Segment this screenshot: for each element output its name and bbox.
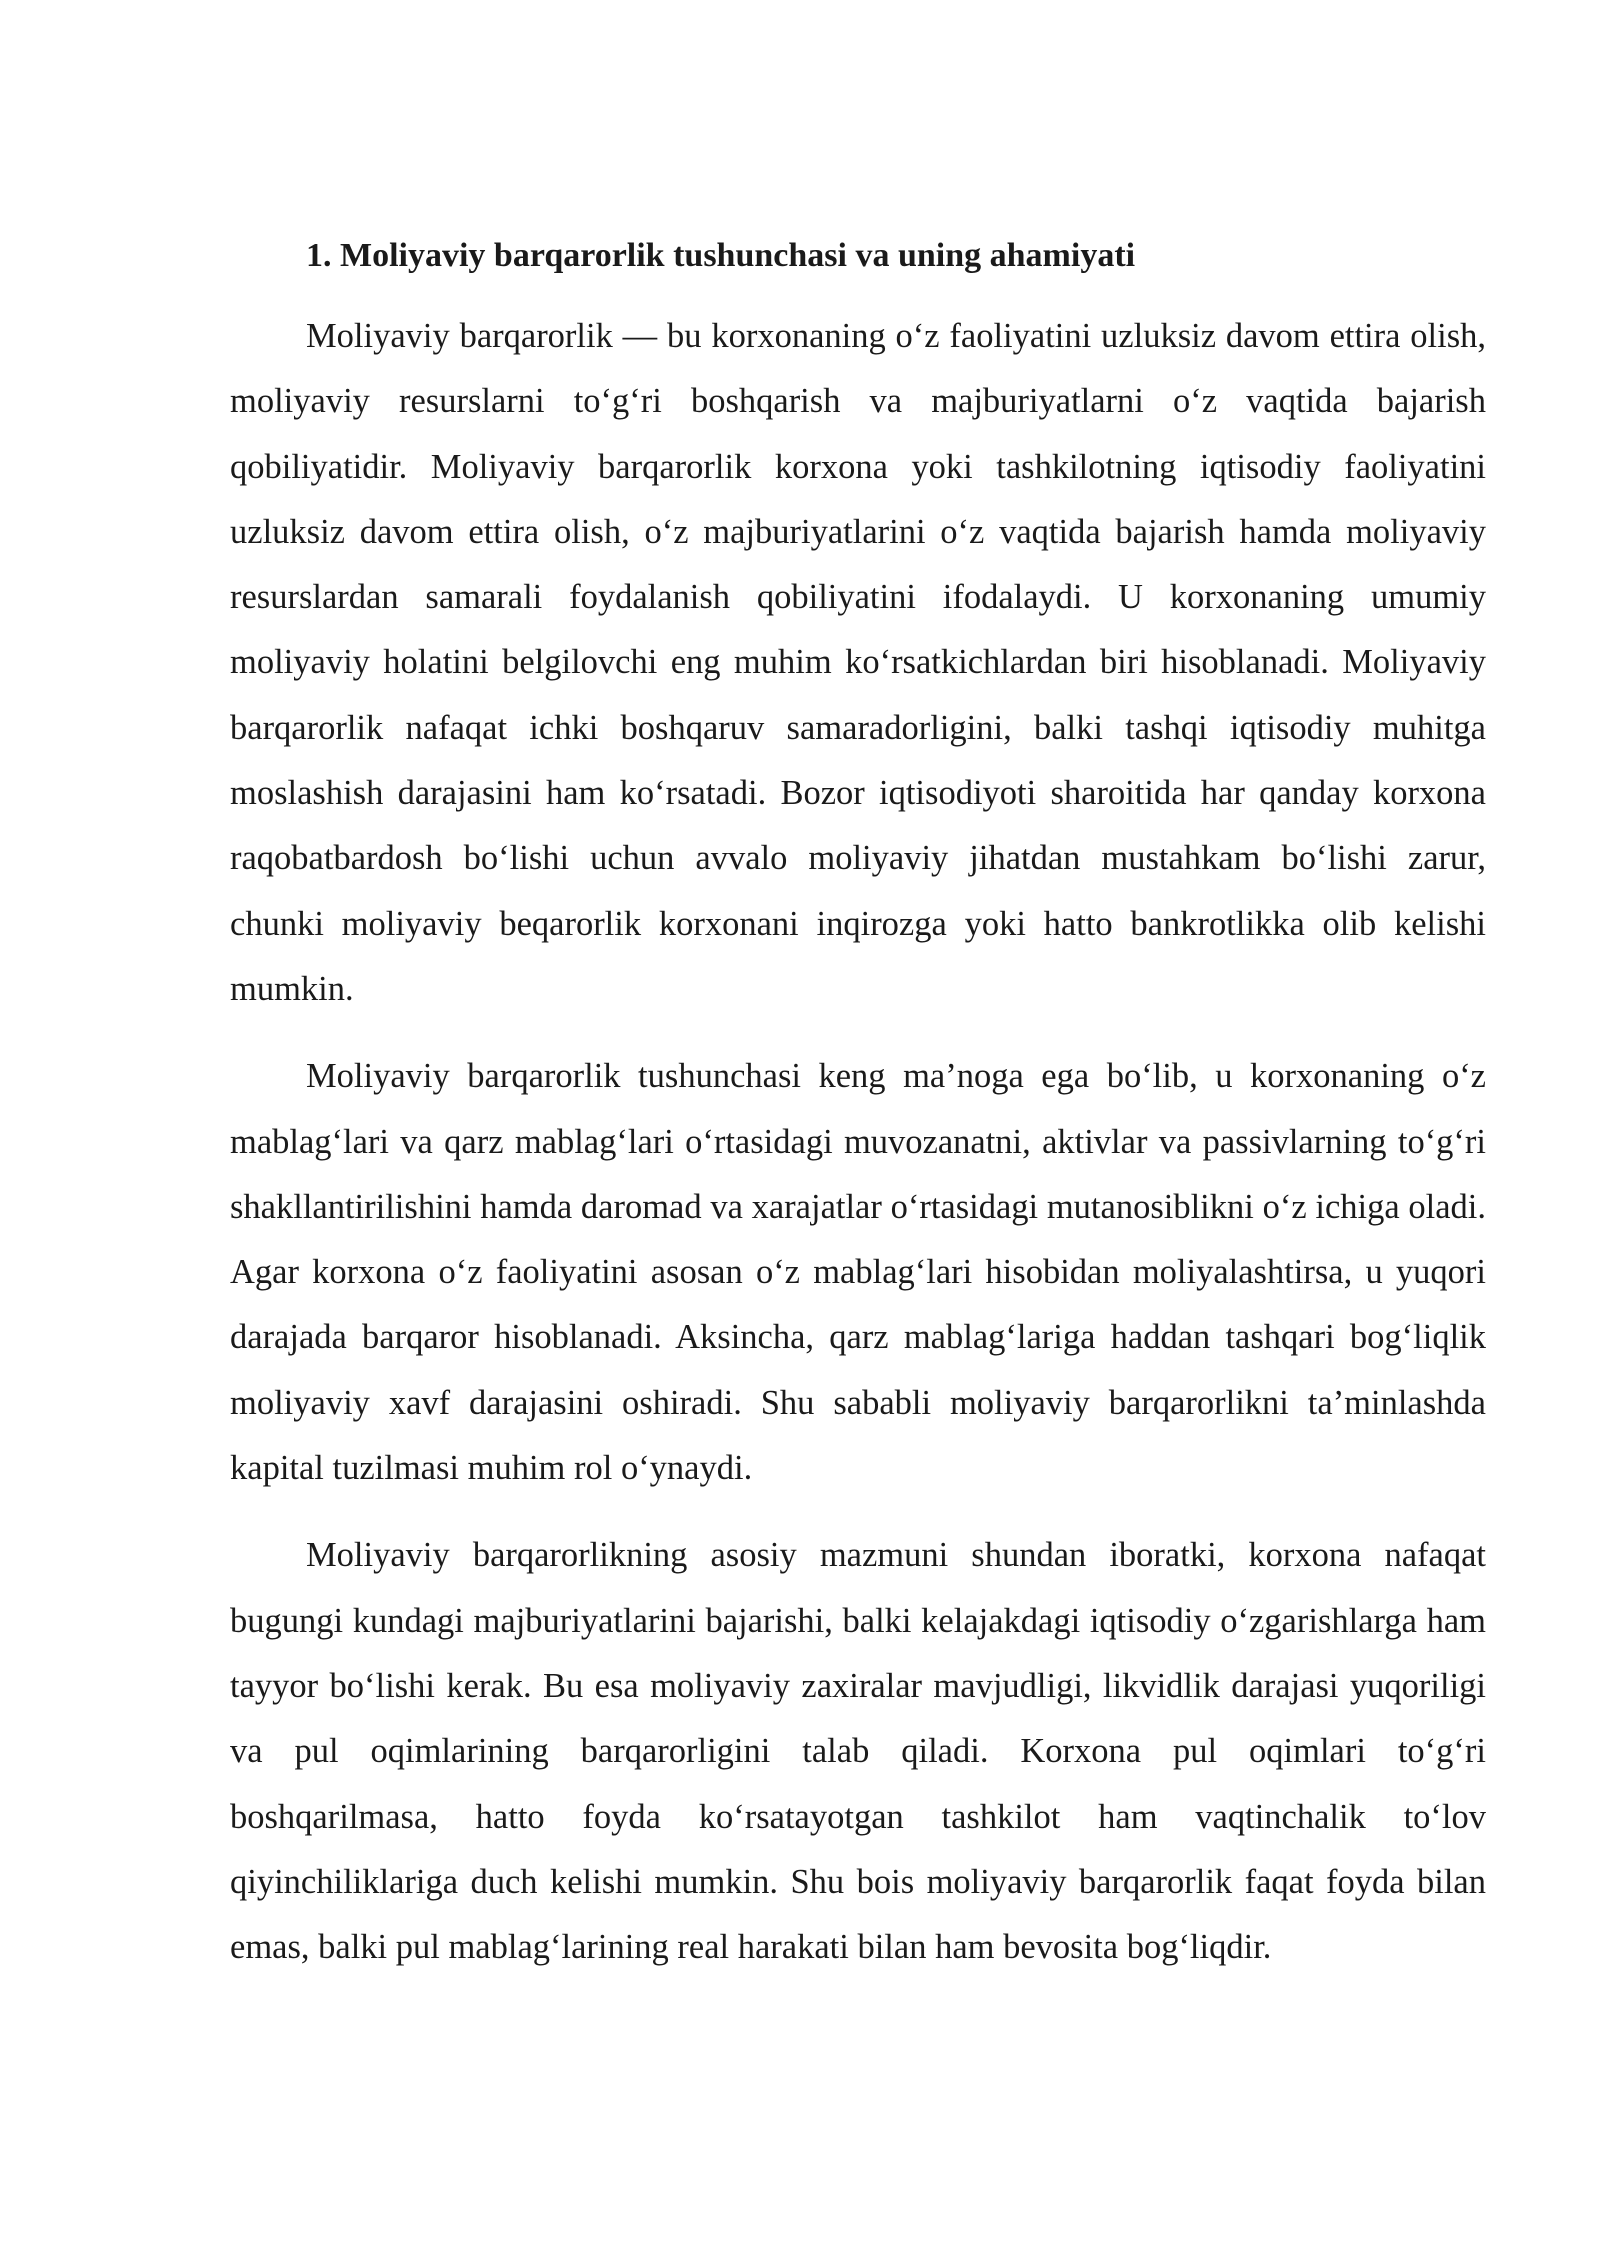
paragraph-2: Moliyaviy barqarorlik tushunchasi keng ma’noga ega bo‘lib, u korxonaning o‘z mablag‘lari va qarz mablag‘lari o‘rtasidagi muvozanatni, aktivlar va passivlarning to‘g‘ri shakllantirilishini hamda daromad va xarajatlar o‘rtasidagi mutanosiblikni o‘z ichiga oladi. Agar korxona o‘z faoliyatini asosan o‘z mablag‘lari hisobidan moliyalashtirsa, u yuqori darajada barqaror hisoblanadi. Aksincha, qarz mablag‘lariga haddan tashqari bog‘liqlik moliyaviy xavf darajasini oshiradi. Shu sababli moliyaviy barqarorlikni ta’minlashda kapital tuzilmasi muhim rol o‘ynaydi. xyxy=(230,1057,1486,1488)
section-heading: 1. Moliyaviy barqarorlik tushunchasi va uning ahamiyati xyxy=(306,237,1136,274)
paragraph-1: Moliyaviy barqarorlik — bu korxonaning o‘z faoliyatini uzluksiz davom ettira olish, moliyaviy resurslarni to‘g‘ri boshqarish va majburiyatlarni o‘z vaqtida bajarish qobiliyatidir. Moliyaviy barqarorlik korxona yoki tashkilotning iqtisodiy faoliyatini uzluksiz davom ettira olish, o‘z majburiyatlarini o‘z vaqtida bajarish hamda moliyaviy resurslardan samarali foydalanish qobiliyatini ifodalaydi. U korxonaning umumiy moliyaviy holatini belgilovchi eng muhim ko‘rsatkichlardan biri hisoblanadi. Moliyaviy barqarorlik nafaqat ichki boshqaruv samaradorligini, balki tashqi iqtisodiy muhitga moslashish darajasini ham ko‘rsatadi. Bozor iqtisodiyoti sharoitida har qanday korxona raqobatbardosh bo‘lishi uchun avvalo moliyaviy jihatdan mustahkam bo‘lishi zarur, chunki moliyaviy beqarorlik korxonani inqirozga yoki hatto bankrotlikka olib kelishi mumkin. xyxy=(230,317,1486,1008)
document-body xyxy=(230,236,1486,2002)
paragraph-3: Moliyaviy barqarorlikning asosiy mazmuni shundan iboratki, korxona nafaqat bugungi kundagi majburiyatlarini bajarishi, balki kelajakdagi iqtisodiy o‘zgarishlarga ham tayyor bo‘lishi kerak. Bu esa moliyaviy zaxiralar mavjudligi, likvidlik darajasi yuqoriligi va pul oqimlarining barqarorligini talab qiladi. Korxona pul oqimlari to‘g‘ri boshqarilmasa, hatto foyda ko‘rsatayotgan tashkilot ham vaqtinchalik to‘lov qiyinchiliklariga duch kelishi mumkin. Shu bois moliyaviy barqarorlik faqat foyda bilan emas, balki pul mablag‘larining real harakati bilan ham bevosita bog‘liqdir. xyxy=(230,1536,1486,1967)
